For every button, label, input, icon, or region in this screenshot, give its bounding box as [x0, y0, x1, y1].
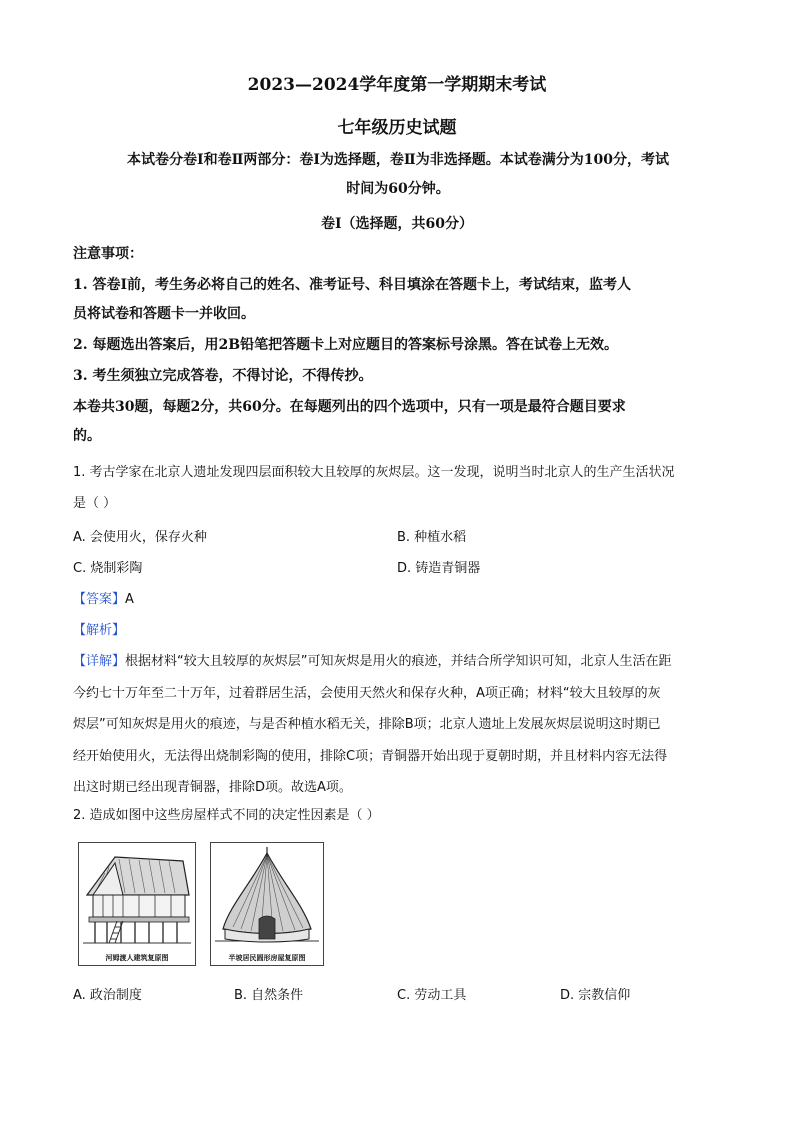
detail-line: 经开始使用火，无法得出烧制彩陶的使用，排除C项；青铜器开始出现于夏朝时期，并且材料内容无法得 — [73, 748, 668, 764]
question-text: 是（ ） — [73, 496, 117, 511]
q2-option-b: B. 自然条件 — [234, 988, 304, 1003]
section-title: 卷Ⅰ（选择题，共60分） — [320, 216, 474, 232]
q1-option-c: C. 烧制彩陶 — [73, 561, 143, 576]
answer-tag: 【答案】 — [73, 592, 126, 607]
notes-block — [73, 240, 723, 451]
stilt-house-illustration — [79, 843, 195, 951]
q1-option-a: A. 会使用火，保存火种 — [73, 530, 207, 545]
round-house-illustration — [211, 843, 323, 951]
figure-caption: 河姆渡人建筑复原图 — [105, 953, 169, 962]
q1-option-d: D. 铸造青铜器 — [397, 561, 481, 576]
exam-subtitle: 七年级历史试题 — [337, 118, 457, 138]
note-item: 3. 考生须独立完成答卷，不得讨论，不得传抄。 — [73, 368, 373, 384]
question-1-stem — [73, 457, 723, 519]
intro-line: 本试卷分卷Ⅰ和卷Ⅱ两部分：卷Ⅰ为选择题，卷Ⅱ为非选择题。本试卷满分为100分，考试 — [127, 152, 669, 168]
figure-caption: 半坡居民圆形房屋复原图 — [228, 953, 306, 962]
note-item: 1. 答卷Ⅰ前，考生务必将自己的姓名、准考证号、科目填涂在答题卡上，考试结束，监考人 — [73, 277, 632, 293]
exam-title: 2023—2024学年度第一学期期末考试 — [247, 75, 547, 95]
detail-line: 今约七十万年至二十万年，过着群居生活，会使用天然火和保存火种，A项正确；材料“较大且较厚的灰 — [73, 685, 661, 701]
q1-option-b: B. 种植水稻 — [397, 530, 467, 545]
instruction-line: 的。 — [73, 428, 101, 444]
note-item: 2. 每题选出答案后，用2B铅笔把答题卡上对应题目的答案标号涂黑。答在试卷上无效。 — [73, 337, 619, 353]
hemudu-house-figure — [78, 842, 196, 966]
detail-tag: 【详解】 — [73, 654, 126, 669]
notes-heading: 注意事项： — [73, 246, 143, 262]
q2-option-d: D. 宗教信仰 — [560, 988, 631, 1003]
note-item: 员将试卷和答题卡一并收回。 — [73, 306, 255, 322]
detail-line: 【详解】根据材料“较大且较厚的灰烬层”可知灰烬是用火的痕迹，并结合所学知识可知，北京人生活在距 — [73, 654, 672, 669]
question-text: 1. 考古学家在北京人遗址发现四层面积较大且较厚的灰烬层。这一发现，说明当时北京人的生产生活状况 — [73, 465, 675, 480]
q1-detail — [73, 646, 723, 804]
q1-analysis — [73, 619, 125, 638]
intro-line: 时间为60分钟。 — [346, 181, 450, 197]
question-2-stem: 2. 造成如图中这些房屋样式不同的决定性因素是（ ） — [73, 808, 380, 823]
analysis-tag: 【解析】 — [73, 623, 126, 638]
q2-option-c: C. 劳动工具 — [397, 988, 467, 1003]
q1-answer — [73, 588, 134, 607]
detail-line: 出这时期已经出现青铜器，排除D项。故选A项。 — [73, 780, 352, 795]
banpo-house-figure — [210, 842, 324, 966]
detail-line: 烬层”可知灰烬是用火的痕迹，与是否种植水稻无关，排除B项；北京人遗址上发展灰烬层说明这时期已 — [73, 717, 661, 732]
exam-intro — [73, 146, 723, 204]
instruction-line: 本卷共30题，每题2分，共60分。在每题列出的四个选项中，只有一项是最符合题目要求 — [73, 399, 626, 415]
q2-option-a: A. 政治制度 — [73, 988, 142, 1003]
answer-value: A — [125, 592, 134, 607]
